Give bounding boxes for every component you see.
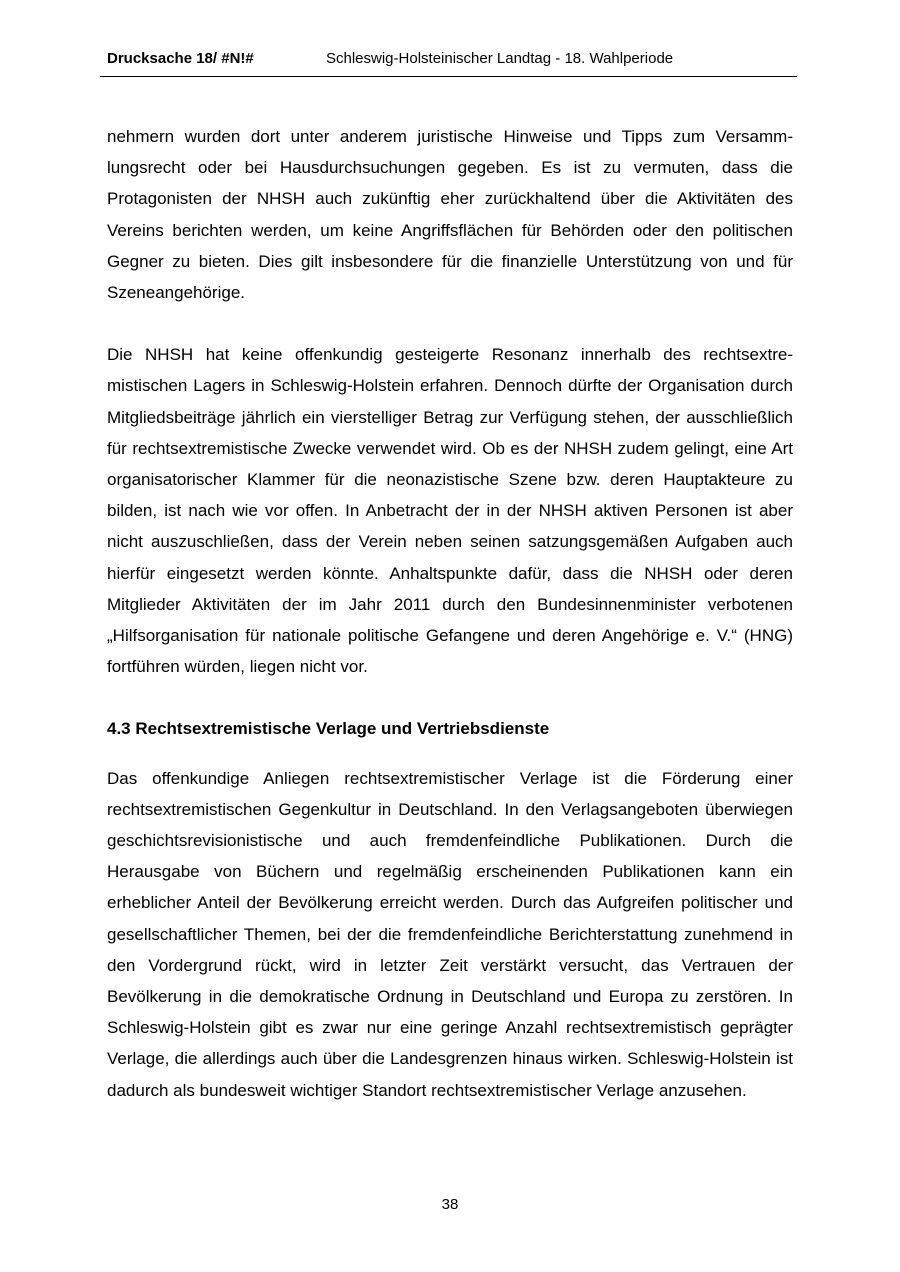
page-number: 38 (441, 1196, 459, 1213)
body-paragraph: Die NHSH hat keine offenkundig gesteigerte Resonanz innerhalb des rechtsextremistischen Lagers in Schleswig-Holstein erfahren. Dennoch dürfte der Organisation durch Mitgliedsbeiträge jährlich ein vierstelliger Betrag zur Verfügung stehen, der ausschließlich für rechtsextremistische Zwecke verwendet wird. Ob es der NHSH zudem gelingt, eine Art organisatorischer Klammer für die neonazistische Szene bzw. deren Hauptakteure zu bilden, ist nach wie vor offen. In Anbetracht der in der NHSH aktiven Personen ist aber nicht auszuschließen, dass der Verein neben seinen satzungsgemäßen Aufgaben auch hierfür eingesetzt werden könnte. Anhaltspunkte dafür, dass die NHSH oder deren Mitglieder Aktivitäten der im Jahr 2011 durch den Bundesinnenminister verbotenen „Hilfsorganisation für nationale politische Gefangene und deren Angehörige e. V.“ (HNG) fortführen würden, liegen nicht vor. (107, 345, 793, 677)
body-paragraph: Das offenkundige Anliegen rechtsextremistischer Verlage ist die Förderung einer rechtsextremistischen Gegenkultur in Deutschland. In den Verlagsangeboten überwiegen geschichtsrevisionistische und auch fremdenfeindliche Publikationen. Durch die Herausgabe von Büchern und regelmäßig erscheinenden Publikationen kann ein erheblicher Anteil der Bevölkerung erreicht werden. Durch das Aufgreifen politischer und gesellschaftlicher Themen, bei der die fremdenfeindliche Berichterstattung zunehmend in den Vordergrund rückt, wird in letzter Zeit verstärkt versucht, das Vertrauen der Bevölkerung in die demokratische Ordnung in Deutschland und Europa zu zerstören. In Schleswig-Holstein gibt es zwar nur eine geringe Anzahl rechtsextremistisch geprägter Verlage, die allerdings auch über die Landesgrenzen hinaus wirken. Schleswig-Holstein ist dadurch als bundesweit wichtiger Standort rechtsextremistischer Verlage anzusehen. (107, 768, 793, 1100)
page-header (107, 50, 797, 72)
section-heading: 4.3 Rechtsextremistische Verlage und Vertriebsdienste (107, 719, 550, 739)
document-number: Drucksache 18/ #N!# (107, 50, 254, 67)
header-divider (100, 76, 797, 77)
parliament-title: Schleswig-Holsteinischer Landtag - 18. Wahlperiode (326, 50, 674, 67)
body-paragraph: nehmern wurden dort unter anderem juristische Hinweise und Tipps zum Versammlungsrecht oder bei Hausdurchsuchungen gegeben. Es ist zu vermuten, dass die Protagonisten der NHSH auch zukünftig eher zurückhaltend über die Aktivitäten des Vereins berichten werden, um keine Angriffsflächen für Behörden oder den politischen Gegner zu bieten. Dies gilt insbesondere für die finanzielle Unterstützung von und für Szeneangehörige. (107, 127, 793, 303)
document-body (107, 121, 793, 1106)
